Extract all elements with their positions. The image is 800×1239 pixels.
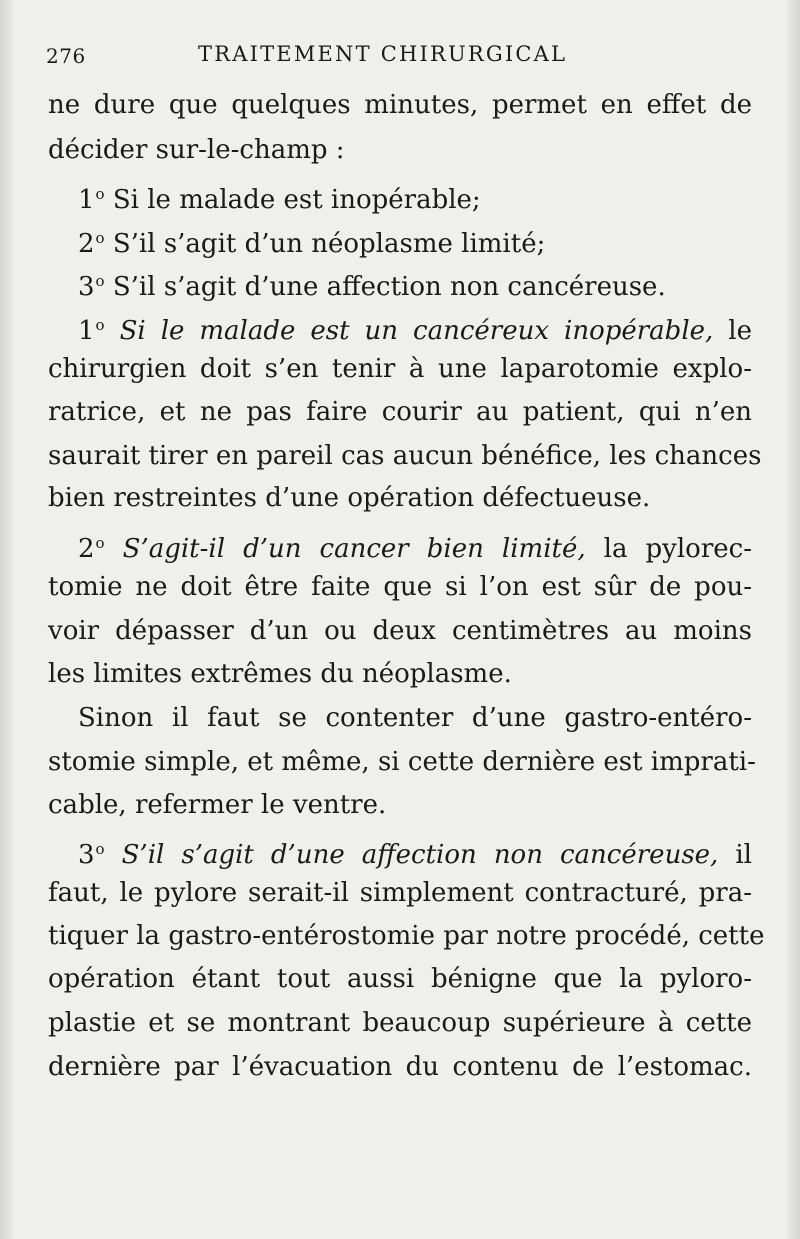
list-item-2 bbox=[78, 217, 752, 259]
page-header bbox=[46, 38, 756, 74]
text-line-10: bien restreintes d’une opération défectueuse. bbox=[48, 483, 651, 513]
ordinal-marker: o bbox=[95, 185, 105, 203]
list-number-2: 2 bbox=[78, 229, 95, 259]
text-line-13: voir dépasser d’un ou deux centimètres au moins bbox=[48, 616, 752, 646]
list-text-2: S’il s’agit d’un néoplasme limité; bbox=[104, 229, 546, 259]
paragraph-3-heading: S’il s’agit d’une affection non cancéreuse, bbox=[104, 840, 719, 870]
ordinal-marker: o bbox=[95, 840, 105, 858]
ordinal-marker: o bbox=[95, 534, 105, 552]
paragraph-2-line-1 bbox=[78, 522, 752, 564]
paragraph-3-text: il bbox=[718, 840, 752, 870]
text-line-23: dernière par l’évacuation du contenu de l’estomac. bbox=[48, 1052, 752, 1082]
text-line-8: ratrice, et ne pas faire courir au patient, qui n’en bbox=[48, 397, 752, 427]
paragraph-1-text: le bbox=[713, 316, 752, 346]
paragraph-1-number: 1 bbox=[78, 316, 95, 346]
text-line-21: opération étant tout aussi bénigne que la pyloro- bbox=[48, 964, 752, 994]
page-number: 276 bbox=[46, 44, 86, 68]
page-right-edge bbox=[786, 0, 800, 1239]
paragraph-3-line-1 bbox=[78, 828, 752, 870]
text-line-7: chirurgien doit s’en tenir à une laparotomie explo- bbox=[48, 354, 752, 384]
paragraph-3-number: 3 bbox=[78, 840, 95, 870]
list-number-3: 3 bbox=[78, 272, 95, 302]
ordinal-marker: o bbox=[95, 229, 105, 247]
text-line-20: tiquer la gastro-entérostomie par notre procédé, cette bbox=[48, 921, 765, 951]
running-title: TRAITEMENT CHIRURGICAL bbox=[198, 42, 568, 66]
paragraph-1-line-1 bbox=[78, 304, 752, 346]
text-line-15: Sinon il faut se contenter d’une gastro-entéro- bbox=[78, 703, 752, 733]
paragraph-2-number: 2 bbox=[78, 534, 95, 564]
text-line-12: tomie ne doit être faite que si l’on est sûr de pou- bbox=[48, 572, 752, 602]
text-line-14: les limites extrêmes du néoplasme. bbox=[48, 659, 512, 689]
text-line-9: saurait tirer en pareil cas aucun bénéfice, les chances bbox=[48, 441, 762, 471]
text-line-19: faut, le pylore serait-il simplement contracturé, pra- bbox=[48, 878, 752, 908]
ordinal-marker: o bbox=[95, 316, 105, 334]
list-item-1 bbox=[78, 173, 752, 215]
paragraph-2-text: la pylorec- bbox=[585, 534, 752, 564]
list-text-1: Si le malade est inopérable; bbox=[104, 185, 481, 215]
paragraph-1-heading: Si le malade est un cancéreux inopérable, bbox=[104, 316, 714, 346]
text-line-1: ne dure que quelques minutes, permet en effet de bbox=[48, 90, 752, 120]
list-item-3 bbox=[78, 260, 752, 302]
text-line-2: décider sur-le-champ : bbox=[48, 135, 345, 165]
text-line-16: stomie simple, et même, si cette dernière est imprati- bbox=[48, 747, 756, 777]
list-number-1: 1 bbox=[78, 185, 95, 215]
list-text-3: S’il s’agit d’une affection non cancéreuse. bbox=[104, 272, 666, 302]
page-left-edge bbox=[0, 0, 14, 1239]
ordinal-marker: o bbox=[95, 272, 105, 290]
paragraph-2-heading: S’agit-il d’un cancer bien limité, bbox=[104, 534, 586, 564]
text-line-22: plastie et se montrant beaucoup supérieure à cette bbox=[48, 1008, 752, 1038]
text-line-17: cable, refermer le ventre. bbox=[48, 790, 387, 820]
